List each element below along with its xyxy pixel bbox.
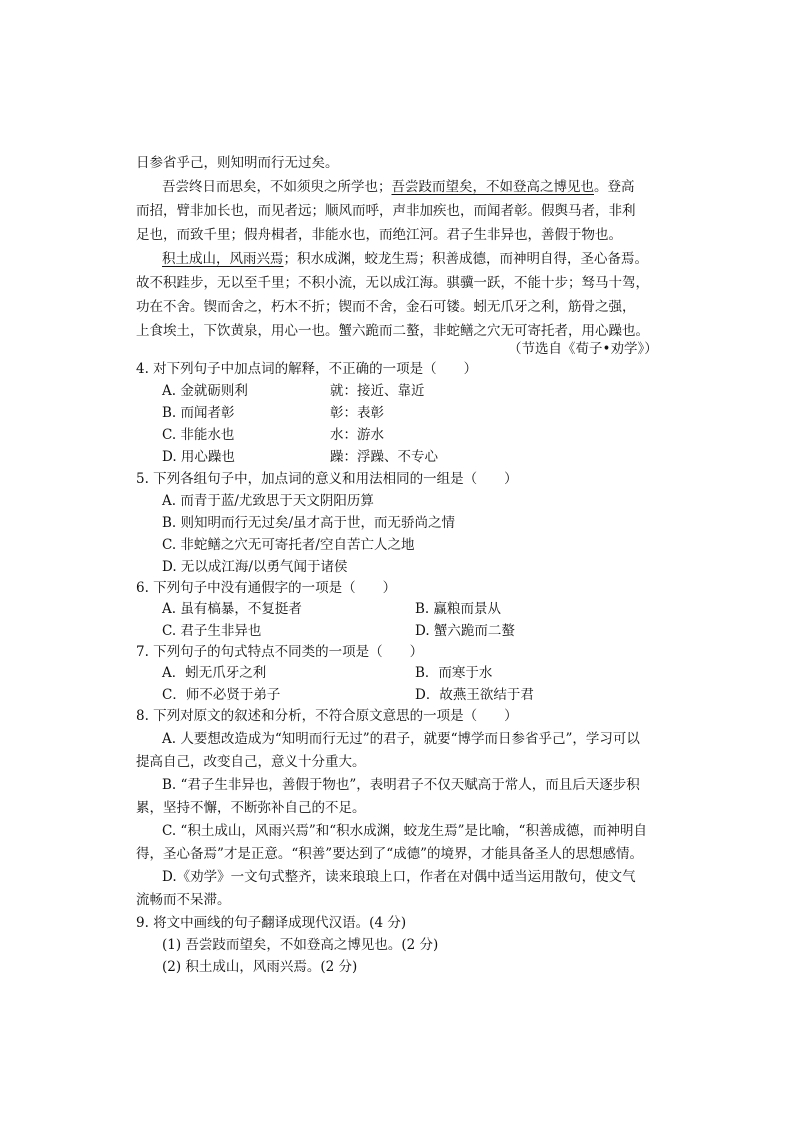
question-4-option: B. 而闻者彰 (162, 405, 235, 421)
question-4-stem: 4. 对下列句子中加点词的解释，不正确的一项是（ ） (136, 361, 478, 377)
passage-line: 故不积跬步，无以至千里；不积小流，无以成江海。骐骥一跃，不能十步；驽马十驾， (136, 275, 649, 291)
passage-text: 吾尝终日而思矣，不如须臾之所学也； (162, 179, 392, 195)
question-6-option: C. 君子生非异也 (162, 623, 262, 639)
question-7-option: B．而寒于水 (415, 665, 493, 681)
question-4-explanation: 躁：浮躁、不专心 (330, 449, 438, 465)
passage-line: 日参省乎己，则知明而行无过矣。 (136, 155, 339, 171)
question-8-text: 得，圣心备焉”才是正意。“积善”要达到了“成德”的境界，才能具备圣人的思想感情。 (136, 846, 644, 862)
question-6-option: D. 蟹六跪而二螯 (415, 623, 515, 639)
question-7-stem: 7. 下列句子的句式特点不同类的一项是（ ） (136, 644, 424, 660)
question-7-option: A．蚓无爪牙之利 (162, 665, 267, 681)
question-4-option: C. 非能水也 (162, 427, 235, 443)
passage-line: 足也，而致千里；假舟楫者，非能水也，而绝江河。君子生非异也，善假于物也。 (136, 227, 622, 243)
question-7-option: C．师不必贤于弟子 (162, 687, 281, 703)
question-8-text: D.《劝学》一文句式整齐，读来琅琅上口，作者在对偶中适当运用散句，使文气 (162, 869, 636, 885)
question-5-option: A. 而青于蓝/尤致思于天文阴阳历算 (162, 493, 374, 509)
question-6-stem: 6. 下列句子中没有通假字的一项是（ ） (136, 580, 397, 596)
question-5-option: B. 则知明而行无过矣/虽才高于世，而无骄尚之情 (162, 515, 456, 531)
question-8-text: A. 人要想改造成为“知明而行无过”的君子，就要“博学而日参省乎己”，学习可以 (162, 731, 640, 747)
passage-line (162, 248, 648, 270)
question-8-text: B. “君子生非异也，善假于物也”，表明君子不仅天赋高于常人，而且后天逐步积 (162, 777, 640, 793)
passage-line: 而招，臂非加长也，而见者远；顺风而呼，声非加疾也，而闻者彰。假舆马者，非利 (136, 203, 636, 219)
question-8-text: 累，坚持不懈，不断弥补自己的不足。 (136, 800, 366, 816)
question-9-stem: 9. 将文中画线的句子翻译成现代汉语。(4 分) (136, 915, 407, 931)
underlined-sentence-2: 积土成山，风雨兴焉 (162, 251, 284, 267)
question-9-item: (1) 吾尝跂而望矣，不如登高之博见也。(2 分) (162, 937, 439, 953)
question-6-option: A. 虽有槁暴，不复挺者 (162, 601, 302, 617)
question-5-stem: 5. 下列各组句子中，加点词的意义和用法相同的一组是（ ） (136, 471, 518, 487)
question-9-item: (2) 积土成山，风雨兴焉。(2 分) (162, 959, 358, 975)
passage-line (162, 176, 635, 198)
question-4-explanation: 水：游水 (330, 427, 384, 443)
question-8-text: 流畅而不呆滞。 (136, 892, 231, 908)
question-4-explanation: 就：接近、靠近 (330, 383, 425, 399)
passage-text: ；积水成渊，蛟龙生焉；积善成德，而神明自得，圣心备焉。 (283, 251, 648, 267)
underlined-sentence-1: 吾尝跂而望矣，不如登高之博见也 (391, 179, 594, 195)
question-8-text: 提高自己，改变自己，意义十分重大。 (136, 754, 366, 770)
passage-source: （节选自《荀子•劝学》） (508, 341, 658, 357)
question-5-option: D. 无以成江海/以勇气闻于诸侯 (162, 559, 348, 575)
question-6-option: B. 赢粮而景从 (415, 601, 502, 617)
question-4-explanation: 彰：表彰 (330, 405, 384, 421)
question-8-stem: 8. 下列对原文的叙述和分析，不符合原文意思的一项是（ ） (136, 708, 518, 724)
question-4-option: D. 用心躁也 (162, 449, 235, 465)
question-5-option: C. 非蛇鳝之穴无可寄托者/空自苦亡人之地 (162, 537, 415, 553)
passage-text: 。登高 (594, 179, 635, 195)
passage-line: 功在不舍。锲而舍之，朽木不折；锲而不舍，金石可镂。蚓无爪牙之利，筋骨之强， (136, 299, 636, 315)
question-7-option: D．故燕王欲结于君 (415, 687, 534, 703)
question-4-option: A. 金就砺则利 (162, 383, 248, 399)
passage-line: 上食埃土，下饮黄泉，用心一也。蟹六跪而二螯，非蛇鳝之穴无可寄托者，用心躁也。 (136, 323, 649, 339)
question-8-text: C. “积土成山，风雨兴焉”和“积水成渊，蛟龙生焉”是比喻，“积善成德，而神明自 (162, 823, 647, 839)
